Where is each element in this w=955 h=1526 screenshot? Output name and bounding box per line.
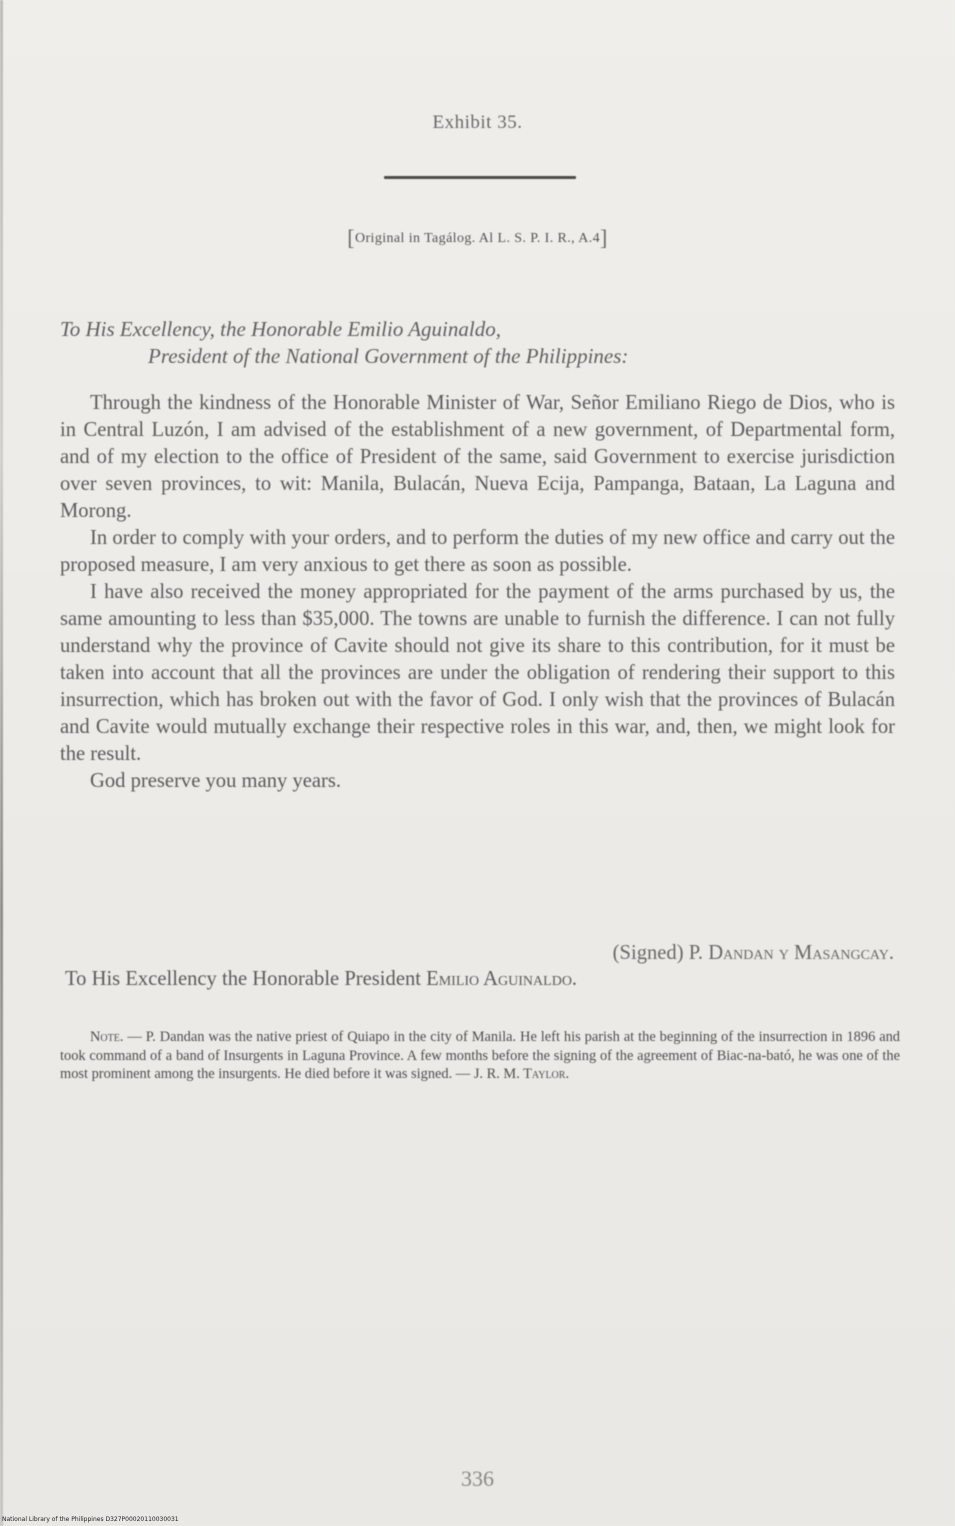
addressee-name: Emilio Aguinaldo. [426,968,578,990]
signed-prefix: (Signed) P. [612,942,704,964]
addressee-line [65,968,895,991]
salutation-line-2: President of the National Government of the Philippines: [148,344,629,368]
original-note-text: Original in Tagálog. Al L. S. P. I. R., A.4 [354,231,601,246]
salutation-line-1: To His Excellency, the Honorable Emilio Aguinaldo, [60,317,501,341]
exhibit-title: Exhibit 35. [432,112,523,133]
signer-name: Dandan y Masangcay. [708,942,894,964]
addressee-text: To His Excellency the Honorable President [65,968,421,990]
note-author: J. R. M. Taylor. [473,1066,570,1083]
letter-body [60,390,895,795]
title-rule [384,176,576,179]
closing-paragraph: God preserve you many years. [90,770,342,792]
signature-line [60,942,894,965]
page-number: 336 [461,1466,494,1491]
scan-caption: National Library of the Philippines D327P00020110030031 [2,1516,179,1523]
paragraph: In order to comply with your orders, and to perform the duties of my new office and carry out the proposed measure, I am very anxious to get there as soon as possible. [60,527,895,576]
original-note [0,225,955,251]
close-bracket: ] [600,225,608,250]
salutation [60,316,900,370]
note-label: Note. — [90,1029,142,1045]
note-text: P. Dandan was the native priest of Quiapo in the city of Manila. He left his parish at the beginning of the insurrection in 1896 and took command of a band of Insurgents in Laguna Province. A few months before the signing of the agreement of Biac-na-bató, he was one of the most prominent among the insurgents. He died before it was signed. — [60,1029,901,1083]
open-bracket: [ [347,225,355,250]
editor-note [60,1028,900,1084]
paragraph: I have also received the money appropriated for the payment of the arms purchased by us, the same amounting to less than $35,000. The towns are unable to furnish the difference. I can not fully understand why the province of Cavite should not give its share to this contribution, for it must be taken into account that all the provinces are under the obligation of rendering their support to this insurrection, which has broken out with the favor of God. I only wish that the provinces of Bulacán and Cavite would mutually exchange their respective roles in this war, and, then, we might look for the result. [60,581,895,765]
paragraph: Through the kindness of the Honorable Minister of War, Señor Emiliano Riego de Dios, who is in Central Luzón, I am advised of the establishment of a new government, of Departmental form, and of my election to the office of President of the same, said Government to exercise jurisdiction over seven provinces, to wit: Manila, Bulacán, Nueva Ecija, Pampanga, Bataan, La Laguna and Morong. [60,392,895,522]
